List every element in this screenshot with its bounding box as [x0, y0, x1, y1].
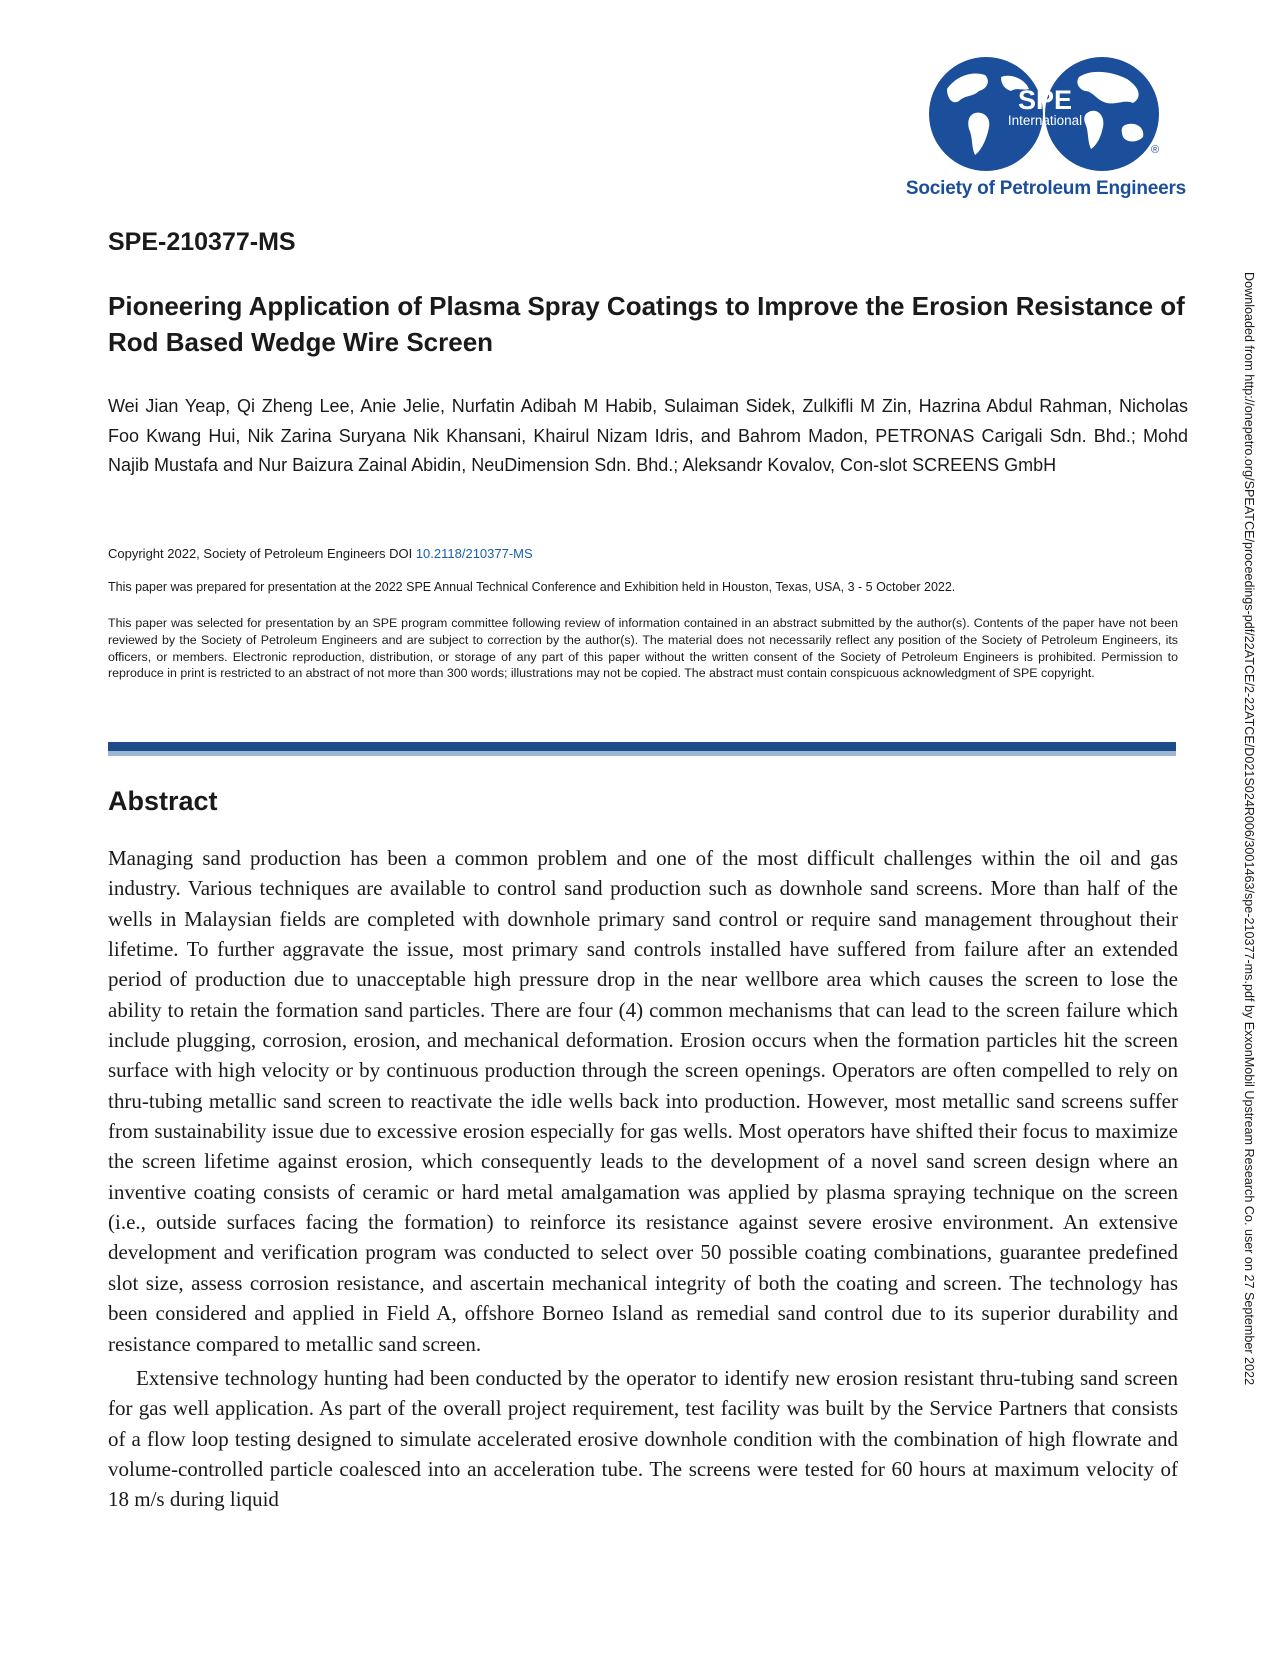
registered-mark: ®: [1150, 144, 1160, 156]
doi-link[interactable]: 10.2118/210377-MS: [415, 546, 533, 561]
logo-acronym: SPE: [1017, 85, 1073, 115]
abstract-paragraph: Managing sand production has been a common problem and one of the most difficult challenges within the oil and gas industry. Various techniques are available to control sand production such as downhole sand screens. More than half of the wells in Malaysian fields are completed with downhole primary sand control or require sand management throughout their lifetime. To further aggravate the issue, most primary sand controls installed have suffered from failure after an extended period of production due to unacceptable high pressure drop in the near wellbore area which causes the screen to lose the ability to retain the formation sand particles. There are four (4) common mechanisms that can lead to the screen failure which include plugging, corrosion, erosion, and mechanical deformation. Erosion occurs when the formation particles hit the screen surface with high velocity or by continuous production through the screen openings. Operators are often compelled to rely on thru-tubing metallic sand screen to reactivate the idle wells back into production. However, most metallic sand screens suffer from sustainability issue due to excessive erosion especially for gas wells. Most operators have shifted their focus to maximize the screen lifetime against erosion, which consequently leads to the development of a novel sand screen design where an inventive coating consists of ceramic or hard metal amalgamation was applied by plasma spraying technique on the screen (i.e., outside surfaces facing the formation) to reinforce its resistance against severe erosive environment. An extensive development and verification program was conducted to select over 50 possible coating combinations, guarantee predefined slot size, assess corrosion resistance, and ascertain mechanical integrity of both the coating and screen. The technology has been considered and applied in Field A, offshore Borneo Island as remedial sand control due to its superior durability and resistance compared to metallic sand screen.: [108, 846, 1178, 1356]
logo-caption: Society of Petroleum Engineers: [905, 178, 1187, 199]
abstract-body: [108, 843, 1178, 1515]
presentation-note: This paper was prepared for presentation at the 2022 SPE Annual Technical Conference and Exhibition held in Houston, Texas, USA, 3 - 5 October 2022.: [108, 580, 956, 594]
abstract-heading: Abstract: [108, 786, 218, 816]
author-list: Wei Jian Yeap, Qi Zheng Lee, Anie Jelie, Nurfatin Adibah M Habib, Sulaiman Sidek, Zulkifli M Zin, Hazrina Abdul Rahman, Nicholas Foo Kwang Hui, Nik Zarina Suryana Nik Khansani, Khairul Nizam Idris, and Bahrom Madon, PETRONAS Carigali Sdn. Bhd.; Mohd Najib Mustafa and Nur Baizura Zainal Abidin, NeuDimension Sdn. Bhd.; Aleksandr Kovalov, Con-slot SCREENS GmbH: [108, 396, 1188, 475]
section-divider: [108, 742, 1176, 756]
paper-id: SPE-210377-MS: [108, 228, 296, 256]
download-watermark: Downloaded from http://onepetro.org/SPEATCE/proceedings-pdf/22ATCE/2-22ATCE/D021S024R006/3001463/spe-210377-ms.pdf by ExxonMobil Upstream Research Co. user on 27 September 2022: [1242, 272, 1256, 1386]
paper-title: Pioneering Application of Plasma Spray Coatings to Improve the Erosion Resistance of Rod Based Wedge Wire Screen: [108, 291, 1185, 357]
spe-logo: [893, 55, 1199, 205]
copyright-line: [108, 546, 533, 561]
logo-subtitle: International: [1007, 113, 1083, 128]
selection-notice: This paper was selected for presentation by an SPE program committee following review of information contained in an abstract submitted by the author(s). Contents of the paper have not been reviewed by the Society of Petroleum Engineers and are subject to correction by the author(s). The material does not necessarily reflect any position of the Society of Petroleum Engineers, its officers, or members. Electronic reproduction, distribution, or storage of any part of this paper without the written consent of the Society of Petroleum Engineers is prohibited. Permission to reproduce in print is restricted to an abstract of not more than 300 words; illustrations may not be copied. The abstract must contain conspicuous acknowledgment of SPE copyright.: [108, 616, 1178, 681]
globe-logo-icon: [929, 55, 1161, 173]
copyright-text: Copyright 2022, Society of Petroleum Engineers DOI: [108, 546, 416, 561]
abstract-paragraph: Extensive technology hunting had been conducted by the operator to identify new erosion resistant thru-tubing sand screen for gas well application. As part of the overall project requirement, test facility was built by the Service Partners that consists of a flow loop testing designed to simulate accelerated erosive downhole condition with the combination of high flowrate and volume-controlled particle coalesced into an acceleration tube. The screens were tested for 60 hours at maximum velocity of 18 m/s during liquid: [108, 1365, 1178, 1512]
